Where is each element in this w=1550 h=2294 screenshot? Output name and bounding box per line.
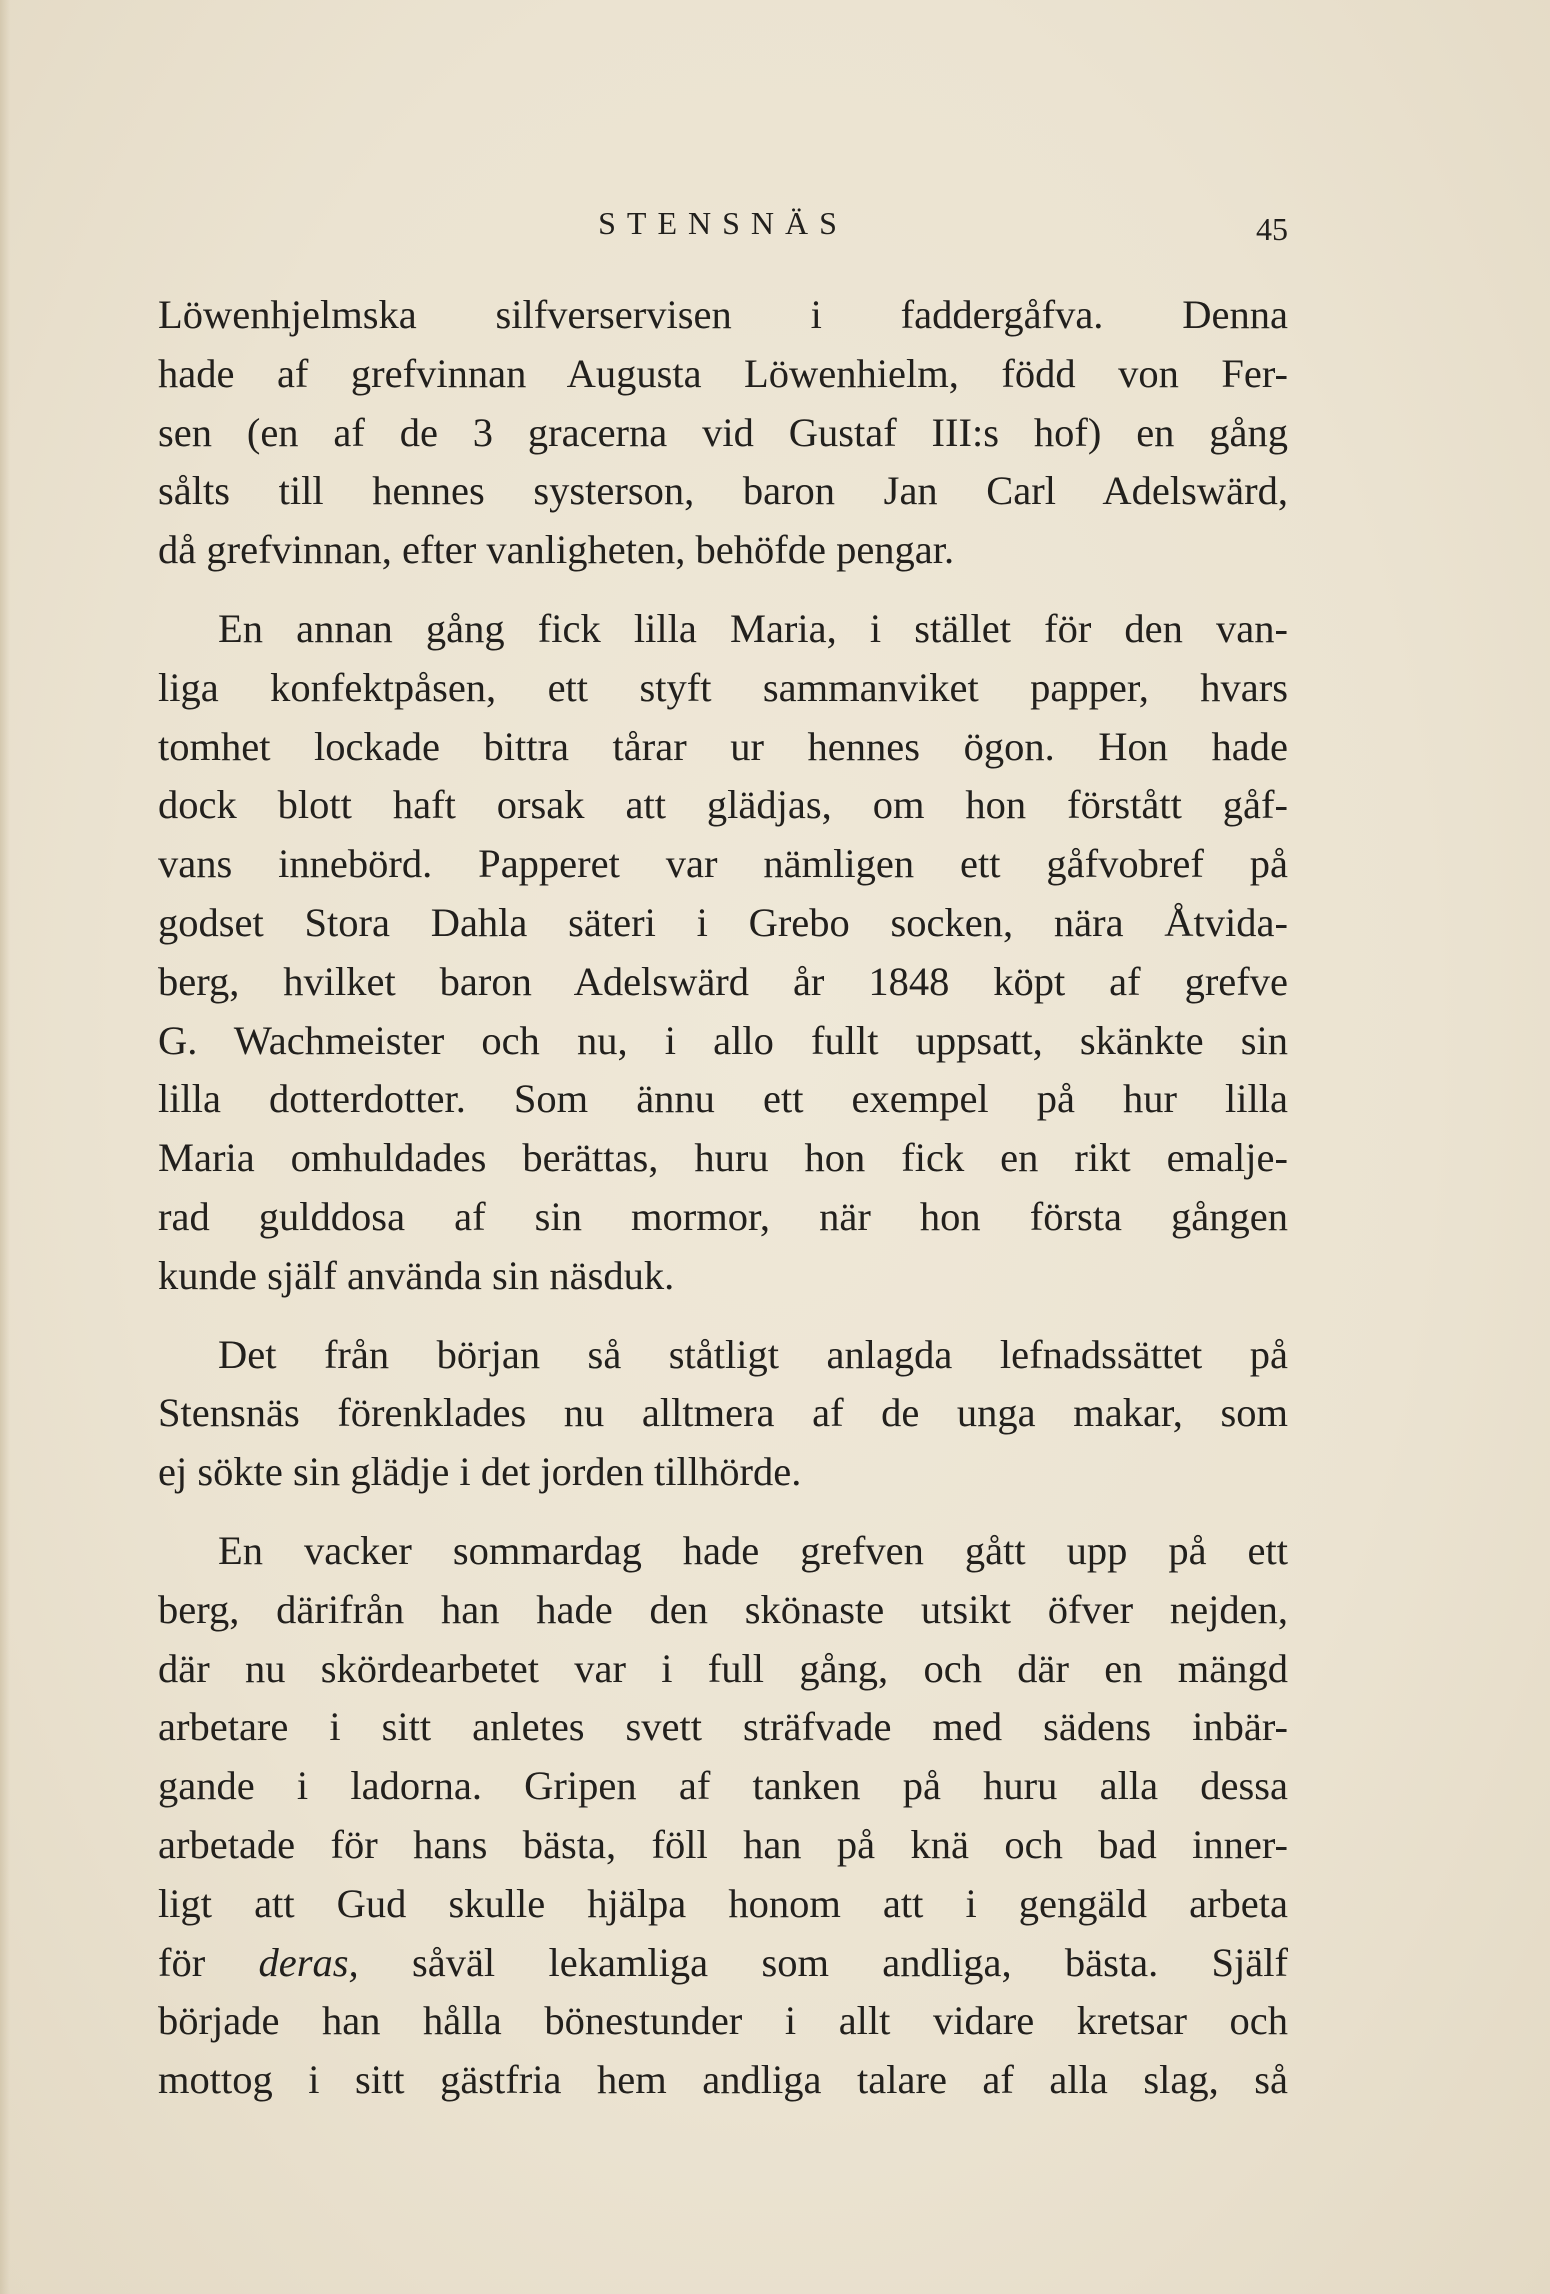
text-line: rad gulddosa af sin mormor, när hon första gången [158, 1193, 1288, 1239]
text-line: En annan gång fick lilla Maria, i stället för den van- [218, 605, 1288, 651]
text-line: lilla dotterdotter. Som ännu ett exempel på hur lilla [158, 1076, 1288, 1122]
text-line: började han hålla bönestunder i allt vidare kretsar och [158, 1998, 1288, 2044]
text-line: sen (en af de 3 gracerna vid Gustaf III:s hof) en gång [158, 409, 1288, 455]
text-line: G. Wachmeister och nu, i allo fullt uppsatt, skänkte sin [158, 1017, 1288, 1063]
text-line: ligt att Gud skulle hjälpa honom att i gengäld arbeta [158, 1880, 1288, 1926]
text-line: Stensnäs förenklades nu alltmera af de unga makar, som [158, 1390, 1288, 1436]
text-line: berg, hvilket baron Adelswärd år 1848 köpt af grefve [158, 958, 1288, 1004]
text-line: ej sökte sin glädje i det jorden tillhörde. [158, 1449, 802, 1495]
paragraph-1 [158, 286, 1288, 580]
text-line: sålts till hennes systerson, baron Jan Carl Adelswärd, [158, 468, 1288, 514]
text-line: kunde själf använda sin näsduk. [158, 1252, 675, 1298]
text-line: arbetade för hans bästa, föll han på knä och bad inner- [158, 1821, 1288, 1867]
text-line: tomhet lockade bittra tårar ur hennes ögon. Hon hade [158, 723, 1288, 769]
paragraph-2 [158, 600, 1288, 1306]
text-line: dock blott haft orsak att glädjas, om hon förstått gåf- [158, 782, 1288, 828]
text-line: mottog i sitt gästfria hem andliga talare af alla slag, så [158, 2057, 1288, 2103]
paragraph-4 [158, 1522, 1288, 2110]
text-fragment: såväl lekamliga som andliga, bästa. Själf [358, 1939, 1289, 1985]
text-line: Det från början så ståtligt anlagda lefnadssättet på [218, 1331, 1288, 1377]
page-header [158, 205, 1288, 255]
italic-word: deras, [258, 1939, 359, 1985]
text-line: hade af grefvinnan Augusta Löwenhielm, född von Fer- [158, 350, 1288, 396]
running-title: STENSNÄS [598, 205, 848, 241]
text-line: godset Stora Dahla säteri i Grebo socken, nära Åtvida- [158, 899, 1288, 945]
text-line: Maria omhuldades berättas, huru hon fick en rikt emalje- [158, 1135, 1288, 1181]
text-fragment: för [158, 1939, 259, 1985]
text-line: gande i ladorna. Gripen af tanken på huru alla dessa [158, 1763, 1288, 1809]
page-edge-shadow [0, 0, 10, 2294]
paragraph-3 [158, 1326, 1288, 1502]
text-line: arbetare i sitt anletes svett sträfvade med sädens inbär- [158, 1704, 1288, 1750]
text-line-emphasis [158, 1934, 1288, 1993]
text-line: berg, därifrån han hade den skönaste utsikt öfver nejden, [158, 1586, 1288, 1632]
text-line: liga konfektpåsen, ett styft sammanviket papper, hvars [158, 664, 1288, 710]
text-line: En vacker sommardag hade grefven gått upp på ett [218, 1527, 1288, 1573]
page-number: 45 [1256, 211, 1288, 247]
text-line: Löwenhjelmska silfverservisen i faddergåfva. Denna [158, 292, 1288, 337]
text-line: då grefvinnan, efter vanligheten, behöfde pengar. [158, 527, 955, 573]
text-line: där nu skördearbetet var i full gång, och där en mängd [158, 1645, 1288, 1691]
body-text [158, 286, 1288, 2130]
text-line: vans innebörd. Papperet var nämligen ett gåfvobref på [158, 841, 1288, 887]
